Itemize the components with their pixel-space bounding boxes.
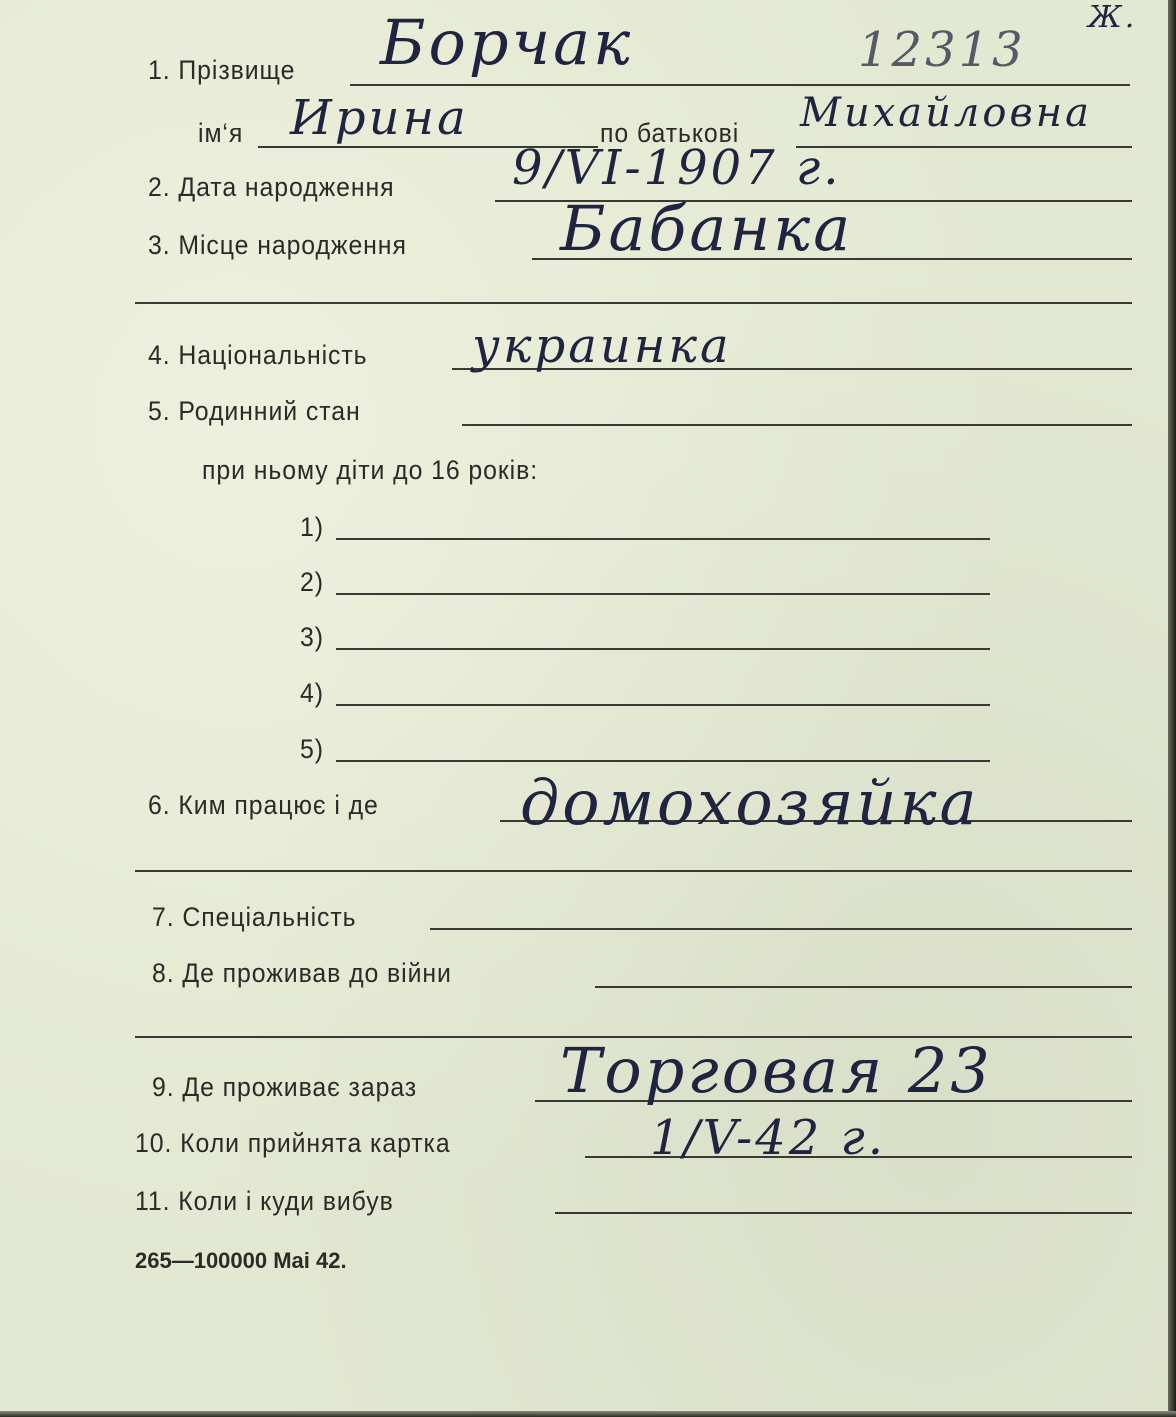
print-run-footer: 265—100000 Mai 42. <box>135 1248 347 1273</box>
card-accepted-value: 1/V-42 г. <box>650 1110 887 1166</box>
prewar-residence-line <box>595 986 1132 988</box>
birth-place-value: Бабанка <box>560 192 854 265</box>
specialty-label: 7. Спеціальність <box>152 902 357 932</box>
child-4-label: 4) <box>300 678 324 708</box>
card-accepted-label: 10. Коли прийнята картка <box>135 1128 451 1158</box>
departure-label: 11. Коли і куди вибув <box>135 1186 394 1216</box>
child-2-line <box>336 593 990 595</box>
current-residence-value: Торговая 23 <box>560 1034 993 1107</box>
child-5-line <box>336 760 990 762</box>
child-5-label: 5) <box>300 734 324 764</box>
birth-date-label: 2. Дата народження <box>148 172 395 202</box>
surname-value: Борчак <box>380 6 634 79</box>
child-1-label: 1) <box>300 512 324 542</box>
first-name-value: Ирина <box>290 90 469 146</box>
nationality-value: украинка <box>472 318 732 374</box>
specialty-line <box>430 928 1132 930</box>
child-3-label: 3) <box>300 622 324 652</box>
birth-place-line-2 <box>135 302 1132 304</box>
occupation-label: 6. Ким працює і де <box>148 790 379 820</box>
surname-line <box>350 84 1130 86</box>
card-edge-shadow <box>1168 0 1176 1417</box>
child-2-label: 2) <box>300 567 324 597</box>
children-header: при ньому діти до 16 років: <box>202 455 539 485</box>
nationality-label: 4. Національність <box>148 340 368 370</box>
patronymic-line <box>796 146 1132 148</box>
patronymic-label: по батькові <box>600 118 740 148</box>
birth-date-value: 9/VI-1907 г. <box>512 140 842 196</box>
occupation-line-2 <box>135 870 1132 872</box>
child-3-line <box>336 648 990 650</box>
departure-line <box>555 1212 1132 1214</box>
marital-status-line <box>462 424 1132 426</box>
birth-place-label: 3. Місце народження <box>148 230 407 260</box>
corner-mark: Ж. <box>1088 0 1138 35</box>
child-4-line <box>336 704 990 706</box>
prewar-residence-label: 8. Де проживав до війни <box>152 958 452 988</box>
patronymic-value: Михайловна <box>800 90 1092 136</box>
card-number: 12313 <box>858 22 1026 78</box>
surname-label: 1. Прізвище <box>148 55 296 85</box>
marital-status-label: 5. Родинний стан <box>148 396 361 426</box>
card-bottom-shadow <box>0 1411 1176 1417</box>
current-residence-label: 9. Де проживає зараз <box>152 1072 418 1102</box>
occupation-value: домохозяйка <box>520 766 980 839</box>
child-1-line <box>336 538 990 540</box>
first-name-label: ім‘я <box>198 118 244 148</box>
